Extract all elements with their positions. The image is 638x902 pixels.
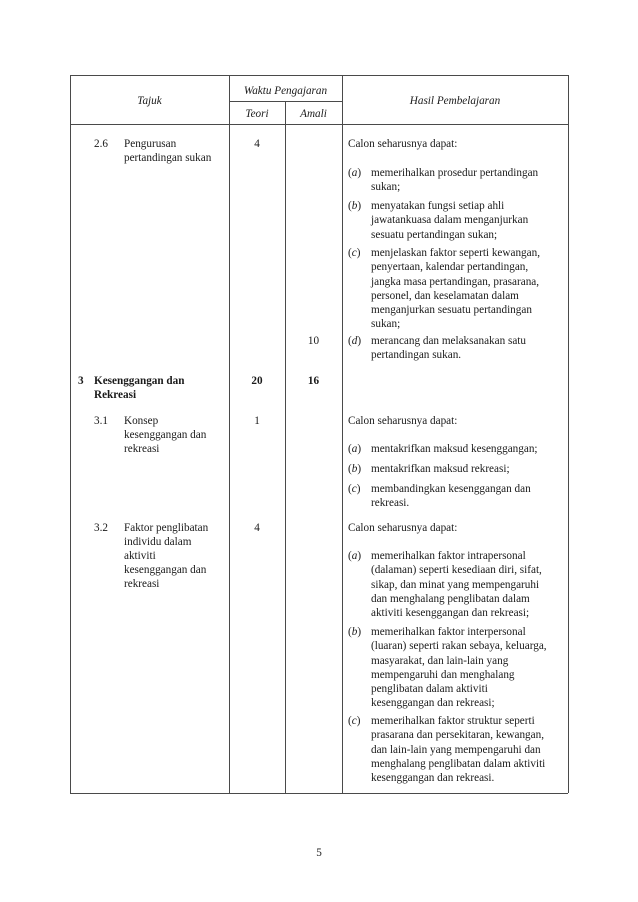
item-text: memerihalkan faktor intrapersonal (dalaman) seperti kesediaan diri, sifat, sikap, dan minat yang mempengaruhi dan menghalang penglibatan dalam aktiviti kesenggangan dan rekreasi; bbox=[371, 550, 542, 620]
page-number: 5 bbox=[316, 847, 322, 859]
item-label: (b) bbox=[348, 626, 362, 638]
learning-outcome-item bbox=[348, 442, 566, 456]
item-label: (a) bbox=[348, 443, 362, 455]
teori-value: 20 bbox=[251, 375, 263, 387]
table-right-border bbox=[568, 75, 569, 793]
amali-value: 10 bbox=[307, 335, 320, 347]
section-title-line: Konsep bbox=[124, 415, 159, 427]
item-label: (b) bbox=[348, 200, 362, 212]
section-title-line: rekreasi bbox=[124, 443, 160, 455]
header-teori: Teori bbox=[245, 108, 269, 120]
learning-outcome-item bbox=[348, 625, 566, 711]
section-title-line: kesenggangan dan bbox=[124, 429, 207, 441]
table-top-border bbox=[70, 75, 568, 76]
section-title-line: individu dalam bbox=[124, 536, 192, 548]
section-title-line: pertandingan sukan bbox=[124, 152, 212, 164]
learning-outcome-item bbox=[348, 199, 566, 242]
table-left-border bbox=[70, 75, 71, 793]
item-text: menjelaskan faktor seperti kewangan, penyertaan, kalendar pertandingan, jangka masa pertandingan, prasarana, personel, dan keselamatan dalam menganjurkan sesuatu pertandingan sukan; bbox=[371, 247, 540, 331]
item-label: (b) bbox=[348, 463, 362, 475]
item-label: (d) bbox=[348, 335, 362, 347]
learning-outcome-item bbox=[348, 482, 566, 511]
table-bottom-border bbox=[70, 793, 568, 794]
teori-value: 4 bbox=[254, 522, 260, 534]
header-hasil-pembelajaran: Hasil Pembelajaran bbox=[409, 95, 501, 107]
section-title-line: Pengurusan bbox=[124, 138, 177, 150]
learning-intro: Calon seharusnya dapat: bbox=[348, 138, 458, 150]
learning-outcome-item bbox=[348, 166, 566, 195]
item-text: merancang dan melaksanakan satu pertandingan sukan. bbox=[371, 335, 527, 362]
item-text: memerihalkan faktor interpersonal (luaran) seperti rakan sebaya, keluarga, masyarakat, dan lain-lain yang mempengaruhi dan menghalang penglibatan dalam aktiviti kesenggangan dan rekreasi; bbox=[371, 626, 547, 710]
learning-outcome-item bbox=[348, 714, 566, 785]
item-text: membandingkan kesenggangan dan rekreasi. bbox=[371, 483, 531, 510]
learning-intro: Calon seharusnya dapat: bbox=[348, 522, 458, 534]
item-text: memerihalkan faktor struktur seperti prasarana dan persekitaran, kewangan, dan lain-lain yang mempengaruhi dan menghalang penglibatan dalam aktiviti kesenggangan dan rekreasi. bbox=[371, 715, 546, 785]
header-tajuk: Tajuk bbox=[137, 95, 162, 107]
item-label: (a) bbox=[348, 550, 362, 562]
section-number: 3 bbox=[78, 375, 84, 387]
header-waktu-pengajaran: Waktu Pengajaran bbox=[243, 85, 328, 97]
learning-intro: Calon seharusnya dapat: bbox=[348, 415, 458, 427]
learning-outcome-item bbox=[348, 462, 566, 476]
item-text: mentakrifkan maksud kesenggangan; bbox=[371, 443, 538, 455]
section-number: 3.2 bbox=[94, 522, 108, 534]
teori-amali-divider bbox=[285, 101, 286, 793]
learning-outcome-item bbox=[348, 334, 566, 363]
item-text: menyatakan fungsi setiap ahli jawatankuasa dalam menganjurkan sesuatu pertandingan sukan; bbox=[371, 200, 529, 241]
section-number: 2.6 bbox=[94, 138, 108, 150]
item-text: mentakrifkan maksud rekreasi; bbox=[371, 463, 510, 475]
section-title-line: Faktor penglibatan bbox=[124, 522, 209, 534]
learning-outcome-item bbox=[348, 549, 566, 620]
section-title-line: kesenggangan dan bbox=[124, 564, 207, 576]
tajuk-column-divider bbox=[229, 75, 230, 793]
header-bottom-border bbox=[70, 124, 568, 125]
section-number: 3.1 bbox=[94, 415, 108, 427]
header-amali: Amali bbox=[300, 108, 327, 120]
learning-outcome-item bbox=[348, 246, 566, 332]
teori-value: 1 bbox=[254, 415, 260, 427]
section-title-line: rekreasi bbox=[124, 578, 160, 590]
item-text: memerihalkan prosedur pertandingan sukan; bbox=[371, 167, 539, 194]
item-label: (a) bbox=[348, 167, 362, 179]
waktu-column-divider bbox=[342, 75, 343, 793]
section-title-line: Kesenggangan dan bbox=[94, 375, 185, 387]
item-label: (c) bbox=[348, 483, 361, 495]
teori-value: 4 bbox=[254, 138, 260, 150]
item-label: (c) bbox=[348, 715, 361, 727]
item-label: (c) bbox=[348, 247, 361, 259]
section-title-line: aktiviti bbox=[124, 550, 156, 562]
section-title-line: Rekreasi bbox=[94, 389, 137, 401]
amali-value: 16 bbox=[307, 375, 320, 387]
